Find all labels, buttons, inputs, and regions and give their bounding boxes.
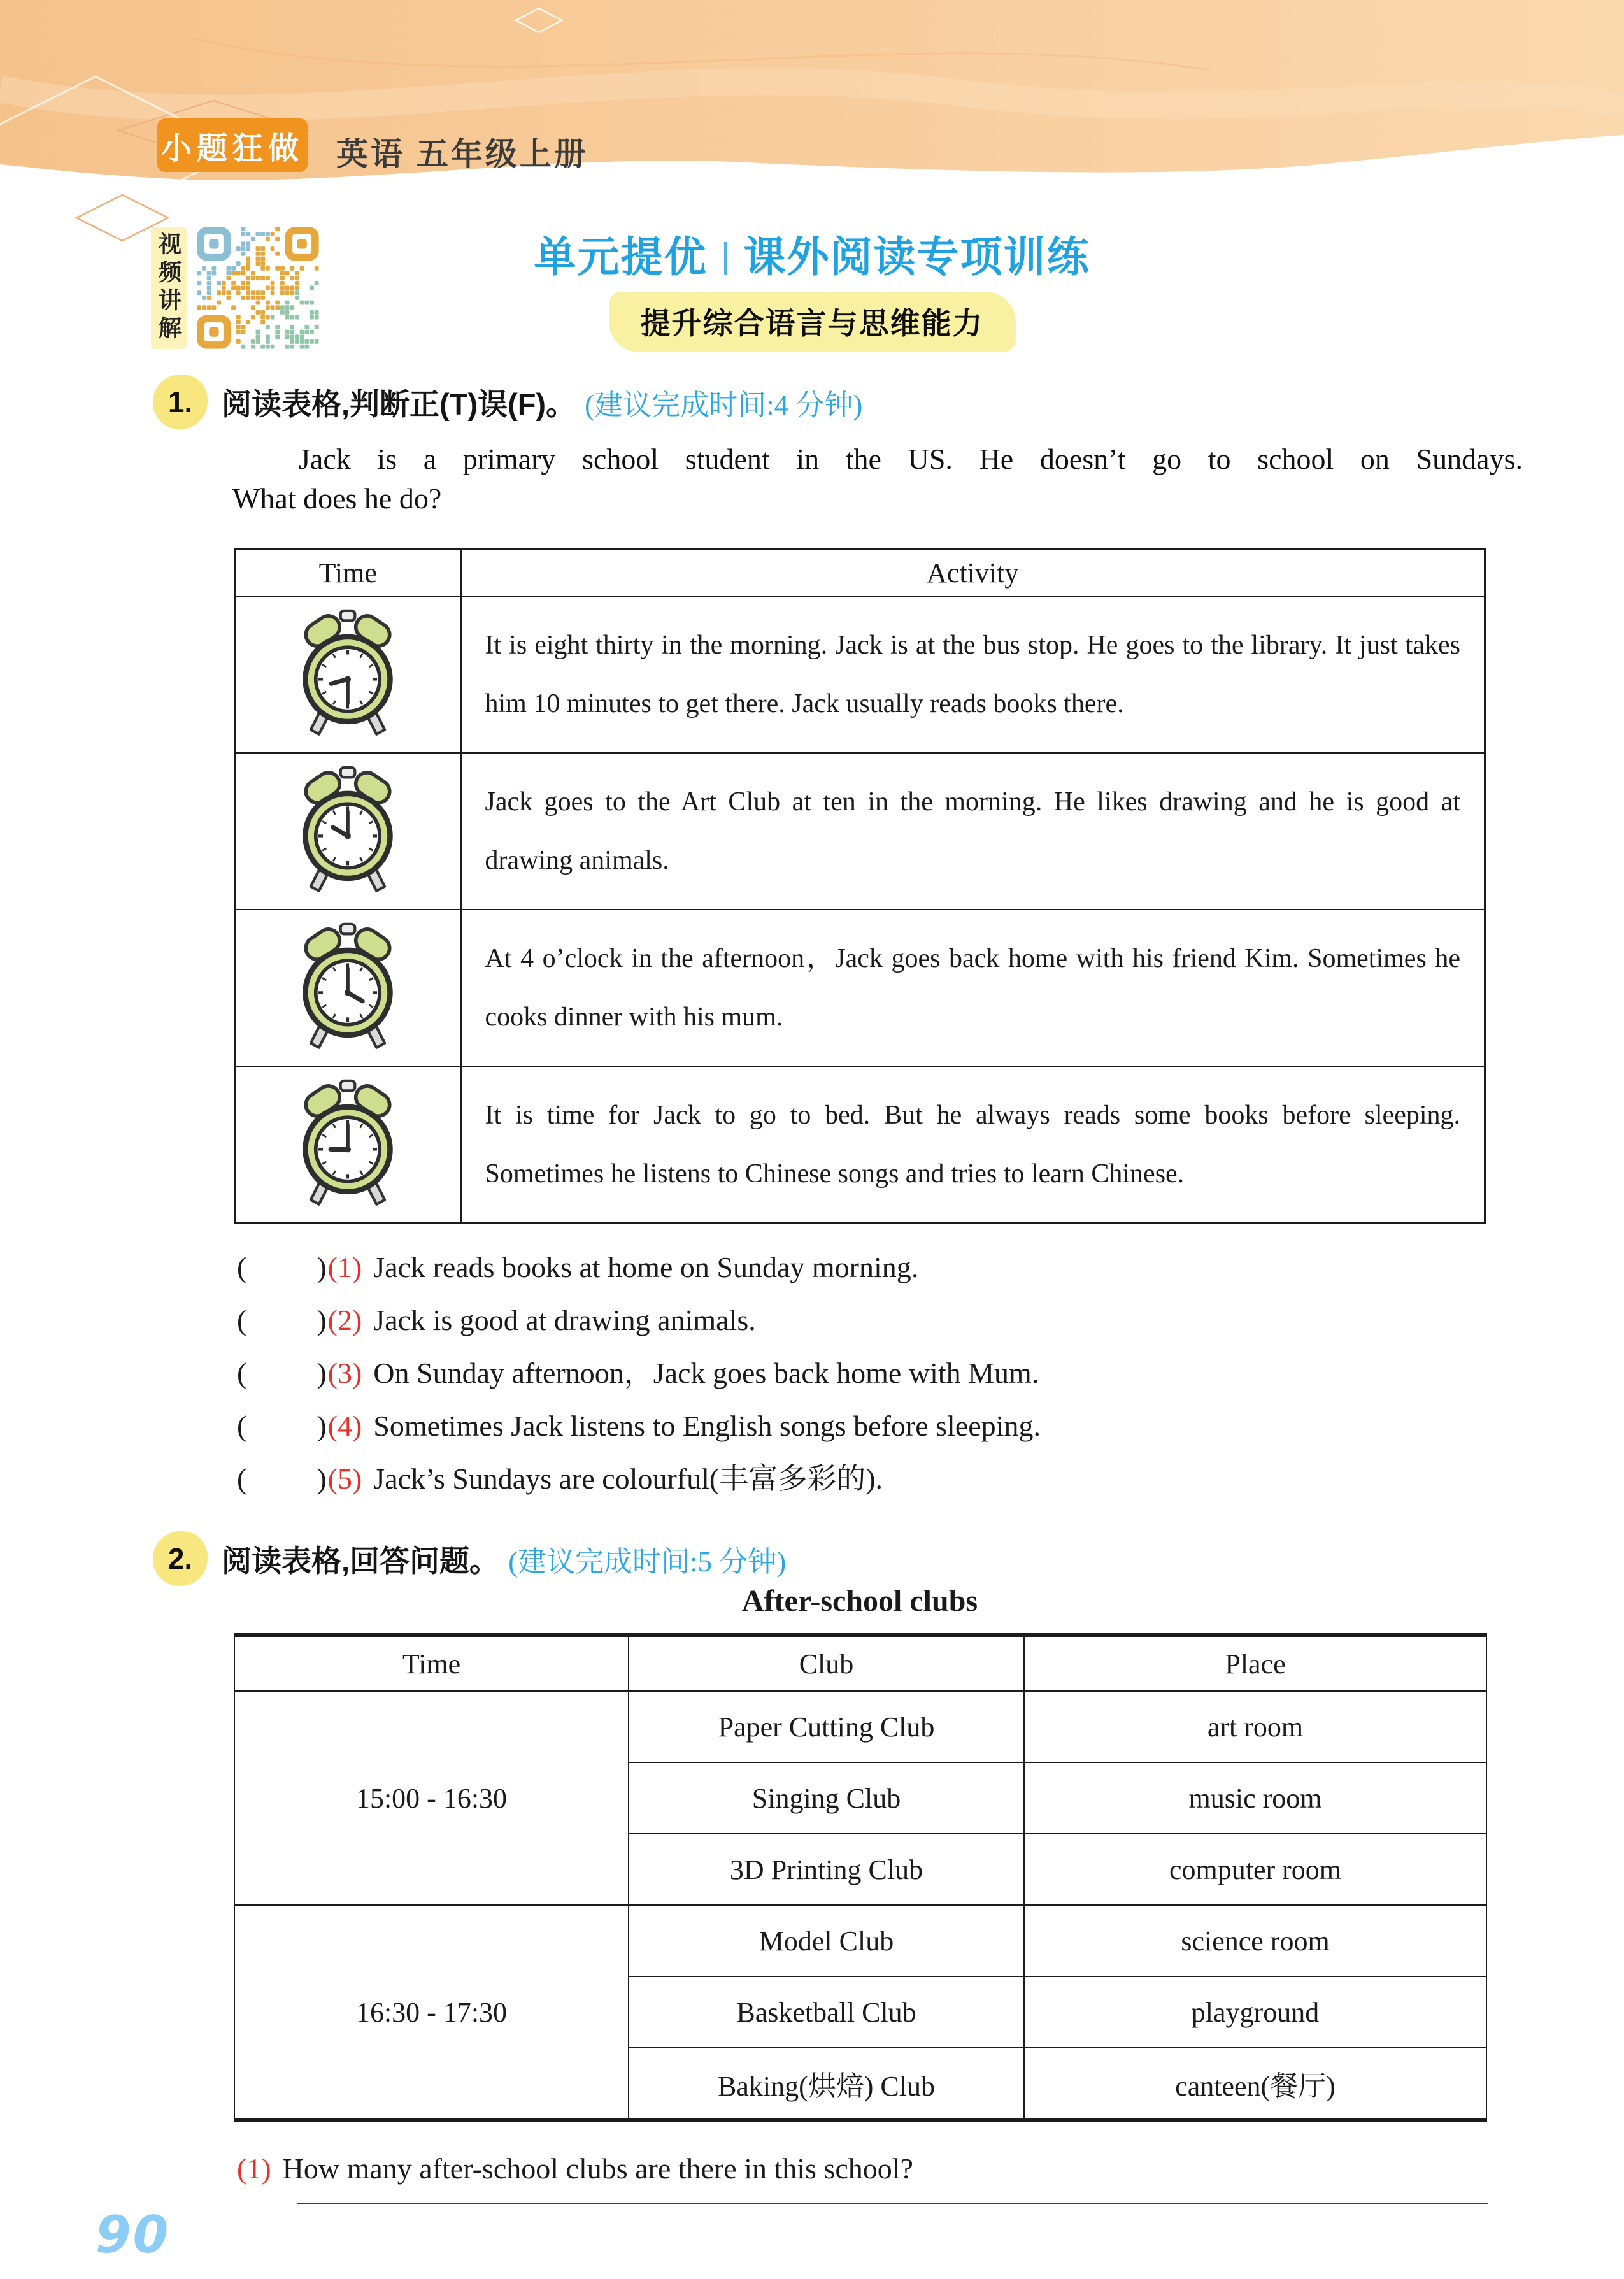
question1-prompt: 阅读表格,判断正(T)误(F)。 xyxy=(222,387,576,421)
time-cell: 15:00 - 16:30 xyxy=(234,1691,629,1905)
activity-row xyxy=(235,753,1485,910)
club-cell: 3D Printing Club xyxy=(629,1834,1024,1905)
tf-blank-close: ) xyxy=(317,1357,327,1389)
intro-paragraph xyxy=(232,439,1523,518)
sub-question-1 xyxy=(237,2152,913,2185)
title-separator xyxy=(724,242,727,275)
tf-number: (3) xyxy=(327,1357,362,1389)
intro-line1: Jack is a primary school student in the US. He doesn’t go to school on Sundays. xyxy=(299,443,1523,475)
tf-blank-close: ) xyxy=(317,1304,327,1336)
activity-table xyxy=(234,548,1486,1224)
question2-prompt: 阅读表格,回答问题。 xyxy=(222,1543,500,1578)
place-cell: science room xyxy=(1024,1905,1486,1976)
activity-row xyxy=(235,1066,1485,1224)
tf-blank-close: ) xyxy=(317,1462,327,1495)
question1-number-badge: 1. xyxy=(153,375,208,429)
time-cell xyxy=(235,910,461,1066)
club-column-header: Club xyxy=(629,1635,1024,1691)
clubs-table-title: After-school clubs xyxy=(741,1584,978,1618)
subtitle-banner: 提升综合语言与思维能力 xyxy=(609,292,1016,352)
club-row xyxy=(234,1691,1486,1762)
time-cell xyxy=(235,1066,461,1224)
tf-text: Jack is good at drawing animals. xyxy=(373,1304,756,1336)
activity-cell xyxy=(461,753,1485,910)
tf-item-4 xyxy=(237,1399,1517,1452)
tf-number: (2) xyxy=(327,1304,362,1336)
series-title: 英语 五年级上册 xyxy=(336,136,588,172)
intro-line2: What does he do? xyxy=(232,482,442,515)
club-cell: Baking(烘焙) Club xyxy=(629,2048,1024,2120)
question2-number-badge: 2. xyxy=(153,1531,208,1586)
time-cell xyxy=(235,596,461,753)
alarm-clock-icon xyxy=(294,766,402,894)
time-column-header: Time xyxy=(234,1635,629,1691)
activity-text: At 4 o’clock in the afternoon，Jack goes back home with his friend Kim. Sometimes he cooks dinner with his mum. xyxy=(485,944,1460,1032)
tf-item-5 xyxy=(237,1452,1517,1505)
tf-number: (4) xyxy=(327,1410,362,1442)
answer-line[interactable] xyxy=(297,2203,1488,2204)
page-title-left: 单元提优 xyxy=(534,233,708,280)
page-title xyxy=(0,234,1624,279)
time-cell: 16:30 - 17:30 xyxy=(234,1905,629,2120)
activity-cell xyxy=(461,910,1485,1066)
place-cell: canteen(餐厅) xyxy=(1024,2048,1486,2120)
time-column-header: Time xyxy=(235,549,461,597)
tf-blank-open: ( xyxy=(237,1410,247,1442)
clubs-table xyxy=(234,1633,1487,2122)
activity-table-header-row xyxy=(235,549,1485,597)
page-number: 90 xyxy=(96,2205,171,2264)
place-cell: art room xyxy=(1024,1691,1486,1762)
alarm-clock-icon xyxy=(294,1079,402,1207)
tf-blank-open: ( xyxy=(237,1304,247,1336)
place-cell: computer room xyxy=(1024,1834,1486,1905)
question2-header xyxy=(153,1531,786,1586)
series-badge: 小题狂做 xyxy=(157,118,308,172)
question2-time-hint: (建议完成时间:5 分钟) xyxy=(508,1545,787,1578)
tf-text: On Sunday afternoon，Jack goes back home with Mum. xyxy=(373,1357,1039,1389)
tf-item-2 xyxy=(237,1294,1517,1347)
club-cell: Model Club xyxy=(629,1905,1024,1976)
club-cell: Paper Cutting Club xyxy=(629,1691,1024,1762)
tf-blank-open: ( xyxy=(237,1251,247,1283)
banner xyxy=(0,234,1624,352)
tf-item-3 xyxy=(237,1347,1517,1399)
question1-time-hint: (建议完成时间:4 分钟) xyxy=(585,389,863,421)
activity-text: It is eight thirty in the morning. Jack is at the bus stop. He goes to the library. It just takes him 10 minutes to get there. Jack usually reads books there. xyxy=(485,631,1460,718)
place-cell: music room xyxy=(1024,1762,1486,1834)
tf-number: (1) xyxy=(327,1251,362,1283)
activity-cell xyxy=(461,596,1485,753)
club-cell: Basketball Club xyxy=(629,1976,1024,2048)
tf-text: Jack’s Sundays are colourful(丰富多彩的). xyxy=(373,1462,883,1495)
tf-text: Sometimes Jack listens to English songs before sleeping. xyxy=(373,1410,1041,1442)
video-explain-label: 视频讲解 xyxy=(151,227,187,349)
place-cell: playground xyxy=(1024,1976,1486,2048)
club-row xyxy=(234,1905,1486,1976)
sub-question-number: (1) xyxy=(237,2152,271,2185)
page-title-right: 课外阅读专项训练 xyxy=(743,233,1090,280)
tf-blank-close: ) xyxy=(317,1410,327,1442)
activity-row xyxy=(235,910,1485,1066)
activity-text: Jack goes to the Art Club at ten in the morning. He likes drawing and he is good at drawing animals. xyxy=(485,787,1460,875)
activity-row xyxy=(235,596,1485,753)
activity-column-header: Activity xyxy=(461,549,1485,597)
true-false-list xyxy=(237,1241,1517,1505)
tf-number: (5) xyxy=(327,1462,362,1495)
place-column-header: Place xyxy=(1024,1635,1486,1691)
alarm-clock-icon xyxy=(294,922,402,1050)
sub-question-text: How many after-school clubs are there in this school? xyxy=(282,2152,913,2185)
tf-text: Jack reads books at home on Sunday morning. xyxy=(373,1251,919,1283)
time-cell xyxy=(235,753,461,910)
tf-blank-close: ) xyxy=(317,1251,327,1283)
tf-blank-open: ( xyxy=(237,1462,247,1495)
activity-cell xyxy=(461,1066,1485,1224)
tf-blank-open: ( xyxy=(237,1357,247,1389)
activity-text: It is time for Jack to go to bed. But he always reads some books before sleeping. Sometimes he listens to Chinese songs and tries to learn Chinese. xyxy=(485,1101,1460,1189)
question1-header xyxy=(153,375,862,429)
clubs-table-header-row xyxy=(234,1635,1486,1691)
alarm-clock-icon xyxy=(294,609,402,737)
club-cell: Singing Club xyxy=(629,1762,1024,1834)
tf-item-1 xyxy=(237,1241,1517,1294)
